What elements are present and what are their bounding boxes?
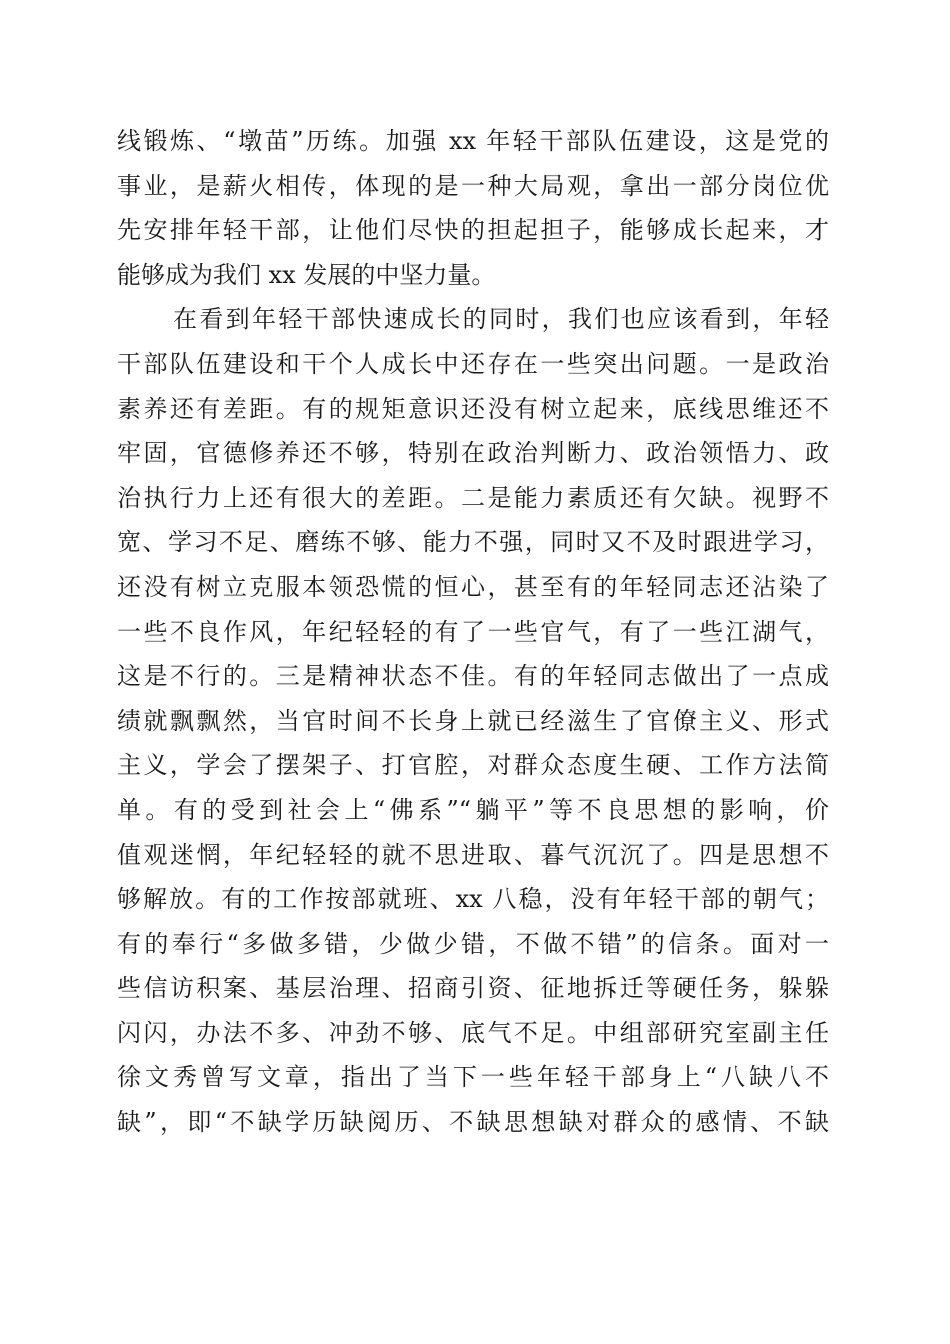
- text-line: 闪闪，办法不多、冲劲不够、底气不足。中组部研究室副主任: [117, 1018, 829, 1047]
- text-line: 一些不良作风，年纪轻轻的有了一些官气，有了一些江湖气，: [117, 617, 829, 646]
- text-line: 宽、学习不足、磨练不够、能力不强，同时又不及时跟进学习，: [117, 528, 829, 557]
- text-line: 这是不行的。三是精神状态不佳。有的年轻同志做出了一点成: [117, 662, 829, 691]
- text-line: 单。有的受到社会上“佛系”“躺平”等不良思想的影响，价: [117, 795, 829, 824]
- text-line: 能够成为我们 xx 发展的中坚力量。: [117, 260, 496, 289]
- text-line: 先安排年轻干部，让他们尽快的担起担子，能够成长起来，才: [117, 216, 829, 245]
- text-line: 缺”，即“不缺学历缺阅历、不缺思想缺对群众的感情、不缺: [117, 1108, 829, 1137]
- body-text: [117, 119, 829, 1145]
- text-line: 有的奉行“多做多错，少做少错，不做不错”的信条。面对一: [117, 929, 829, 958]
- text-line: 事业，是薪火相传，体现的是一种大局观，拿出一部分岗位优: [117, 171, 829, 200]
- text-line: 些信访积案、基层治理、招商引资、征地拆迁等硬任务，躲躲: [117, 974, 829, 1003]
- text-line: 线锻炼、“墩苗”历练。加强 xx 年轻干部队伍建设，这是党的: [117, 127, 829, 155]
- text-line: 还没有树立克服本领恐慌的恒心，甚至有的年轻同志还沾染了: [117, 572, 829, 601]
- text-line: 牢固，官德修养还不够，特别在政治判断力、政治领悟力、政: [117, 439, 829, 468]
- text-line: 主义，学会了摆架子、打官腔，对群众态度生硬、工作方法简: [117, 751, 829, 780]
- text-line: 治执行力上还有很大的差距。二是能力素质还有欠缺。视野不: [117, 483, 829, 512]
- text-line: 素养还有差距。有的规矩意识还没有树立起来，底线思维还不: [117, 394, 829, 423]
- paragraph-start-line: 在看到年轻干部快速成长的同时，我们也应该看到，年轻: [173, 305, 829, 334]
- text-line: 值观迷惘，年纪轻轻的就不思进取、暮气沉沉了。四是思想不: [117, 840, 829, 869]
- text-line: 干部队伍建设和干个人成长中还存在一些突出问题。一是政治: [117, 349, 829, 378]
- text-line: 徐文秀曾写文章，指出了当下一些年轻干部身上“八缺八不: [117, 1063, 829, 1092]
- text-line: 够解放。有的工作按部就班、xx 八稳，没有年轻干部的朝气；: [117, 885, 829, 914]
- text-line: 绩就飘飘然，当官时间不长身上就已经滋生了官僚主义、形式: [117, 706, 829, 735]
